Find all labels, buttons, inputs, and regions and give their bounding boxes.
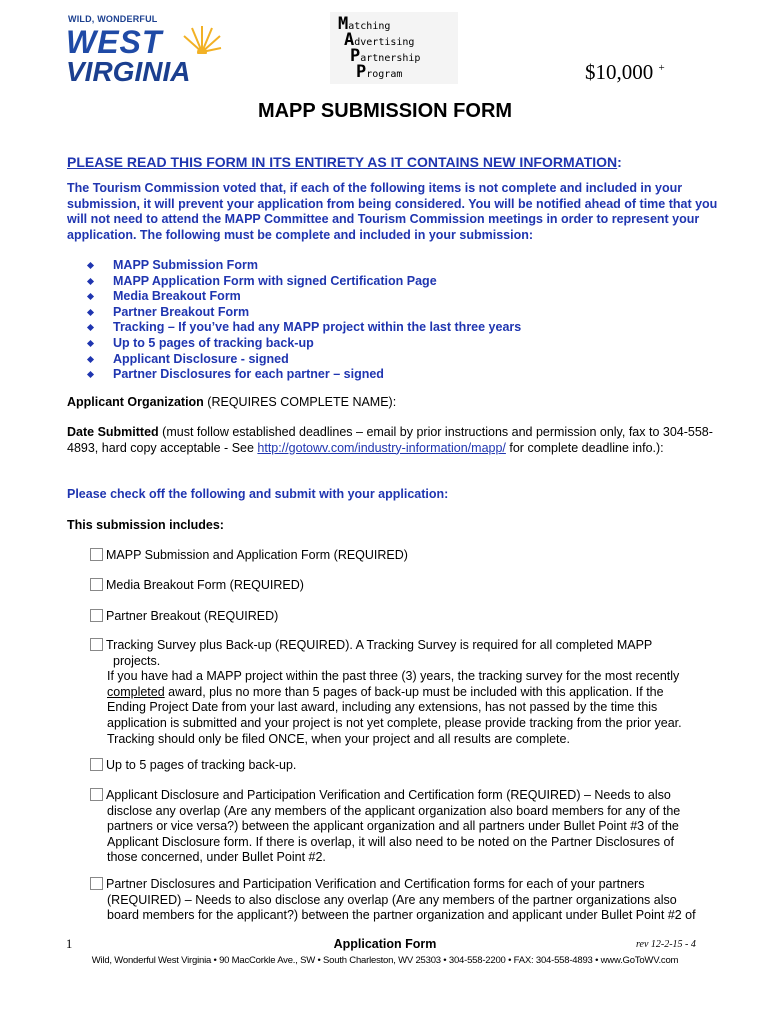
checklist-item: Partner Disclosures and Participation Verification and Certification forms for each of your partners (REQUIRED) – Needs to also disclose any overlap (Are any members of the partner organizations also board members for the applicant?) between the partner organization and applicant under Bullet Point #2 of	[90, 877, 700, 924]
price-label: $10,000 +	[585, 60, 665, 84]
list-item: Partner Breakout Form	[88, 305, 521, 321]
checkbox-icon[interactable]	[90, 638, 103, 651]
mapp-logo	[330, 12, 458, 84]
wv-word-west: WEST	[66, 24, 163, 60]
list-item: MAPP Submission Form	[88, 258, 521, 274]
wv-word-virginia: VIRGINIA	[66, 56, 191, 87]
checklist-item: Tracking Survey plus Back-up (REQUIRED). A Tracking Survey is required for all completed MAPP projects. If you have had a MAPP project within the past three (3) years, the tracking survey for the most recently completed award, plus no more than 5 pages of back-up must be included with this application. If the Ending Project Date from your last award, including any extensions, has not passed by the time this application is submitted and your project is not yet complete, please provide tracking from the prior year. Tracking should only be filed ONCE, when your project and all results are complete.	[90, 638, 700, 747]
mapp-line-4: Program	[356, 62, 403, 82]
bullet-diamond-icon	[87, 371, 94, 378]
checkbox-icon[interactable]	[90, 609, 103, 622]
footer-title: Application Form	[333, 937, 437, 951]
list-item: Applicant Disclosure - signed	[88, 352, 521, 368]
checkbox-icon[interactable]	[90, 758, 103, 771]
mapp-line-2: Advertising	[344, 30, 415, 50]
list-item: Media Breakout Form	[88, 289, 521, 305]
bullet-diamond-icon	[87, 340, 94, 347]
date-submitted-label: Date Submitted	[67, 425, 159, 439]
date-submitted-field: Date Submitted (must follow established deadlines – email by prior instructions and permission only, fax to 304-558-4893, hard copy acceptable - See http://gotowv.com/industry-information/mapp/ for complete deadline info.):	[67, 425, 713, 455]
checkoff-heading: Please check off the following and submit with your application:	[67, 487, 449, 501]
includes-heading: This submission includes:	[67, 518, 224, 532]
checklist-item: MAPP Submission and Application Form (REQUIRED)	[90, 548, 700, 564]
applicant-org-label: Applicant Organization	[67, 395, 204, 409]
intro-paragraph: The Tourism Commission voted that, if each of the following items is not complete and included in your submission, it will prevent your application from being considered. You will be notified ahead of time that you will not need to attend the MAPP Committee and Tourism Commission meetings in order to represent your application. The following must be complete and included in your submission:	[67, 181, 718, 242]
wv-logo	[66, 12, 226, 87]
list-item: Partner Disclosures for each partner – signed	[88, 367, 521, 383]
checkbox-icon[interactable]	[90, 548, 103, 561]
list-item: Tracking – If you’ve had any MAPP project within the last three years	[88, 320, 521, 336]
checkbox-icon[interactable]	[90, 877, 103, 890]
bullet-diamond-icon	[87, 324, 94, 331]
wv-tagline: WILD, WONDERFUL	[68, 14, 158, 24]
sun-rays-icon	[182, 24, 222, 54]
checklist-item: Partner Breakout (REQUIRED)	[90, 609, 700, 625]
applicant-org-field: Applicant Organization (REQUIRES COMPLETE NAME):	[67, 395, 397, 409]
bullet-diamond-icon	[87, 356, 94, 363]
footer-address: Wild, Wonderful West Virginia • 90 MacCorkle Ave., SW • South Charleston, WV 25303 • 304-558-2200 • FAX: 304-558-4893 • www.GoToWV.com	[91, 955, 679, 966]
requirements-list	[88, 258, 521, 383]
page-title: MAPP SUBMISSION FORM	[257, 100, 513, 122]
bullet-diamond-icon	[87, 278, 94, 285]
checklist-item: Up to 5 pages of tracking back-up.	[90, 758, 700, 774]
checklist-item: Applicant Disclosure and Participation Verification and Certification form (REQUIRED) – Needs to also disclose any overlap (Are any members of the applicant organization also board members for any of the partners or vice versa?) between the applicant organization and all partners under Bullet Point #3 of the Applicant Disclosure form. If there is overlap, it will also need to be noted on the Partner Disclosures of those concerned, under Bullet Point #2.	[90, 788, 700, 866]
mapp-line-1: Matching	[338, 14, 391, 34]
page-number: 1	[66, 937, 73, 951]
notice-heading: PLEASE READ THIS FORM IN ITS ENTIRETY AS IT CONTAINS NEW INFORMATION:	[67, 154, 622, 170]
bullet-diamond-icon	[87, 309, 94, 316]
list-item: MAPP Application Form with signed Certification Page	[88, 274, 521, 290]
revision-label: rev 12-2-15 - 4	[636, 939, 696, 950]
bullet-diamond-icon	[87, 293, 94, 300]
mapp-info-link[interactable]: http://gotowv.com/industry-information/mapp/	[257, 440, 506, 455]
mapp-line-3: Partnership	[350, 46, 421, 66]
checklist-item: Media Breakout Form (REQUIRED)	[90, 578, 700, 594]
list-item: Up to 5 pages of tracking back-up	[88, 336, 521, 352]
checkbox-icon[interactable]	[90, 578, 103, 591]
checkbox-icon[interactable]	[90, 788, 103, 801]
bullet-diamond-icon	[87, 262, 94, 269]
